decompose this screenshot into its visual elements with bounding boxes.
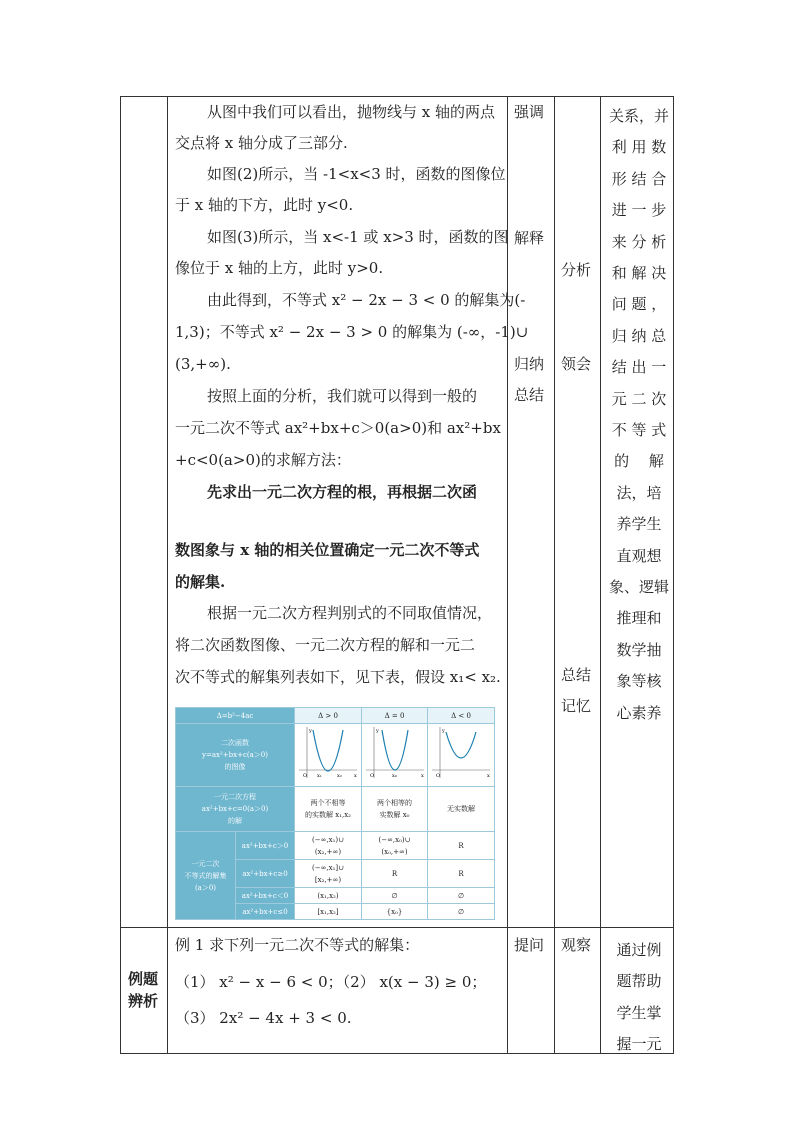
eq-text: 的实数解 x₁,x₂ (305, 811, 351, 819)
para5-line3: +c<0(a>0)的求解方法： (175, 451, 351, 469)
intent-line: 进 一 步 (611, 201, 667, 220)
row-function-text: 的图像 (224, 763, 246, 771)
table-col-line (673, 96, 674, 1054)
x-axis-label: x (421, 773, 424, 779)
intent-line: 问 题 ， (611, 295, 667, 314)
summary-table (175, 707, 494, 916)
ineq-cell: R (428, 832, 495, 860)
intent-line: 握一元 (616, 1035, 662, 1054)
para1-line1: 从图中我们可以看出，抛物线与 x 轴的两点 (207, 103, 495, 121)
intent-line: 的 解 (614, 452, 664, 471)
x0-label: x₀ (392, 773, 397, 779)
para6-line2: 将二次函数图像、一元二次方程的解和一元二 (175, 636, 476, 654)
method-line1: 先求出一元二次方程的根，再根据二次函 (207, 483, 478, 501)
student-memorize-2: 记忆 (561, 697, 592, 715)
y-axis-label: y (376, 728, 379, 734)
table-col-line (120, 96, 121, 1054)
teacher-summarize-2: 总结 (514, 386, 545, 404)
teacher-explain: 解释 (514, 229, 545, 247)
section-label-1: 例题 (128, 970, 159, 988)
x-axis-label: x (354, 773, 357, 779)
student-analyze: 分析 (561, 261, 592, 279)
row-function-label (176, 724, 295, 787)
table-border-mid (120, 927, 674, 928)
ineq-cell: (x₁,x₂) (295, 888, 362, 904)
row-equation-text: ax²+bx+c=0(a＞0) (201, 805, 269, 813)
intent-line: 通过例 (616, 941, 662, 959)
intent-line: 利 用 数 (611, 138, 667, 157)
para1-line2: 交点将 x 轴分成了三部分. (175, 134, 348, 152)
header-delta: Δ=b²−4ac (176, 708, 295, 724)
origin-label: O (303, 773, 308, 779)
ineq-cond: ax²+bx+c≥0 (236, 860, 295, 888)
intent-line: 来 分 析 (611, 232, 667, 251)
para3-line2: 像位于 x 轴的上方，此时 y>0. (175, 259, 384, 277)
eq-cell-one (362, 787, 428, 832)
parabola-graph (362, 724, 428, 782)
ineq-cell (295, 832, 362, 860)
eq-text: 实数解 x₀ (379, 811, 410, 819)
row-equation-label (176, 787, 295, 832)
table-border-bottom (120, 1053, 674, 1054)
intent-line: 法，培 (616, 483, 662, 502)
table-col-line (167, 96, 168, 1054)
section-label-2: 辨析 (128, 992, 159, 1010)
graph-one-root (362, 724, 428, 787)
ineq-cell (295, 860, 362, 888)
intent-line: 形 结 合 (611, 169, 667, 188)
row-equation-text: 一元二次方程 (214, 793, 256, 801)
header-gt: Δ > 0 (295, 708, 362, 724)
ineq-text: (−∞,x₁]∪ (311, 863, 344, 872)
ineq-cond: ax²+bx+c＜0 (236, 888, 295, 904)
ineq-label-text: (a＞0) (194, 883, 217, 892)
ineq-cond: ax²+bx+c＞0 (236, 832, 295, 860)
intent-line: 象、逻辑 (608, 578, 669, 596)
eq-text: 无实数解 (447, 805, 475, 813)
table-col-line (554, 96, 555, 1054)
header-lt: Δ < 0 (428, 708, 495, 724)
para4-line1: 由此得到，不等式 x² − 2x − 3 < 0 的解集为(- (207, 291, 526, 309)
student-observe: 观察 (561, 936, 592, 954)
ineq-cond: ax²+bx+c≤0 (236, 904, 295, 920)
ineq-cell: [x₁,x₂] (295, 904, 362, 920)
ineq-cell: R (428, 860, 495, 888)
intent-line: 直观想 (616, 546, 662, 565)
row-function-text: y=ax²+bx+c(a＞0) (202, 751, 268, 759)
ineq-label-text: 一元二次 (191, 859, 220, 868)
intent-line: 归 纳 总 (611, 326, 667, 345)
para5-line1: 按照上面的分析，我们就可以得到一般的 (207, 387, 478, 405)
teacher-question: 提问 (514, 936, 545, 954)
row-equation-text: 的解 (228, 817, 242, 825)
para6-line3: 次不等式的解集列表如下，见下表，假设 x₁< x₂. (175, 668, 501, 686)
ineq-cell: ∅ (362, 888, 428, 904)
para5-line2: 一元二次不等式 ax²+bx+c＞0(a>0)和 ax²+bx (175, 419, 501, 437)
origin-label: O (436, 773, 441, 779)
parabola-graph (428, 724, 494, 782)
intent-line: 结 出 一 (611, 358, 667, 377)
ineq-cell (362, 832, 428, 860)
x-axis-label: x (487, 773, 490, 779)
method-line2: 数图象与 x 轴的相关位置确定一元二次不等式 (175, 541, 480, 559)
intent-line: 象等核 (616, 672, 662, 691)
table-col-line (600, 96, 601, 1054)
student-understand: 领会 (561, 355, 592, 373)
intent-line: 推理和 (616, 609, 662, 628)
example-items-2: （3） 2x² − 4x + 3 < 0. (175, 1009, 352, 1027)
intent-line: 和 解 决 (611, 264, 667, 282)
ineq-text: (x₂,+∞) (314, 847, 342, 856)
intent-line: 数学抽 (616, 640, 662, 659)
eq-cell-two (295, 787, 362, 832)
row-function-text: 二次函数 (221, 739, 249, 747)
para4-line3: (3,+∞). (175, 355, 231, 373)
eq-cell-none (428, 787, 495, 832)
intent-line: 题帮助 (616, 972, 662, 991)
ineq-cell: ∅ (428, 888, 495, 904)
para2-line2: 于 x 轴的下方，此时 y<0. (175, 196, 354, 214)
para4-line2: 1,3)；不等式 x² − 2x − 3 > 0 的解集为 (-∞，-1)∪ (175, 323, 529, 341)
para6-line1: 根据一元二次方程判别式的不同取值情况， (207, 604, 493, 622)
y-axis-label: y (309, 728, 312, 734)
para3-line1: 如图(3)所示，当 x<-1 或 x>3 时，函数的图 (207, 228, 509, 246)
ineq-label-text: 不等式的解集 (184, 871, 227, 880)
ineq-text: (x₀,+∞) (381, 847, 408, 856)
y-axis-label: y (442, 728, 445, 734)
student-memorize-1: 总结 (561, 666, 592, 684)
intent-line: 关系，并 (608, 107, 669, 125)
table-border-top (120, 96, 674, 97)
x2-label: x₂ (337, 773, 342, 779)
intent-line: 不 等 式 (611, 421, 667, 439)
ineq-cell: R (362, 860, 428, 888)
teacher-emphasize: 强调 (514, 103, 545, 121)
ineq-text: (−∞,x₁)∪ (311, 835, 344, 844)
method-line3: 的解集. (175, 573, 226, 591)
parabola-graph (295, 724, 361, 782)
ineq-text: (−∞,x₀)∪ (378, 835, 411, 844)
intent-line: 元 二 次 (611, 389, 667, 408)
origin-label: O (370, 773, 375, 779)
intent-line: 学生掌 (616, 1003, 662, 1022)
eq-text: 两个相等的 (377, 799, 412, 807)
ineq-text: [x₂,+∞) (314, 875, 342, 884)
graph-two-roots (295, 724, 362, 787)
row-inequality-label (176, 832, 236, 920)
eq-text: 两个不相等 (310, 799, 346, 807)
teacher-summarize-1: 归纳 (514, 355, 545, 373)
header-eq: Δ = 0 (362, 708, 428, 724)
graph-no-root (428, 724, 495, 787)
intent-line: 养学生 (616, 515, 662, 534)
ineq-cell: {x₀} (362, 904, 428, 920)
example-items-1: （1） x² − x − 6 < 0；（2） x(x − 3) ≥ 0； (175, 973, 487, 991)
ineq-cell: ∅ (428, 904, 495, 920)
para2-line1: 如图(2)所示，当 -1<x<3 时，函数的图像位 (207, 165, 506, 183)
intent-line: 心素养 (616, 703, 662, 722)
example-title: 例 1 求下列一元二次不等式的解集： (175, 936, 420, 954)
x1-label: x₁ (317, 773, 322, 779)
